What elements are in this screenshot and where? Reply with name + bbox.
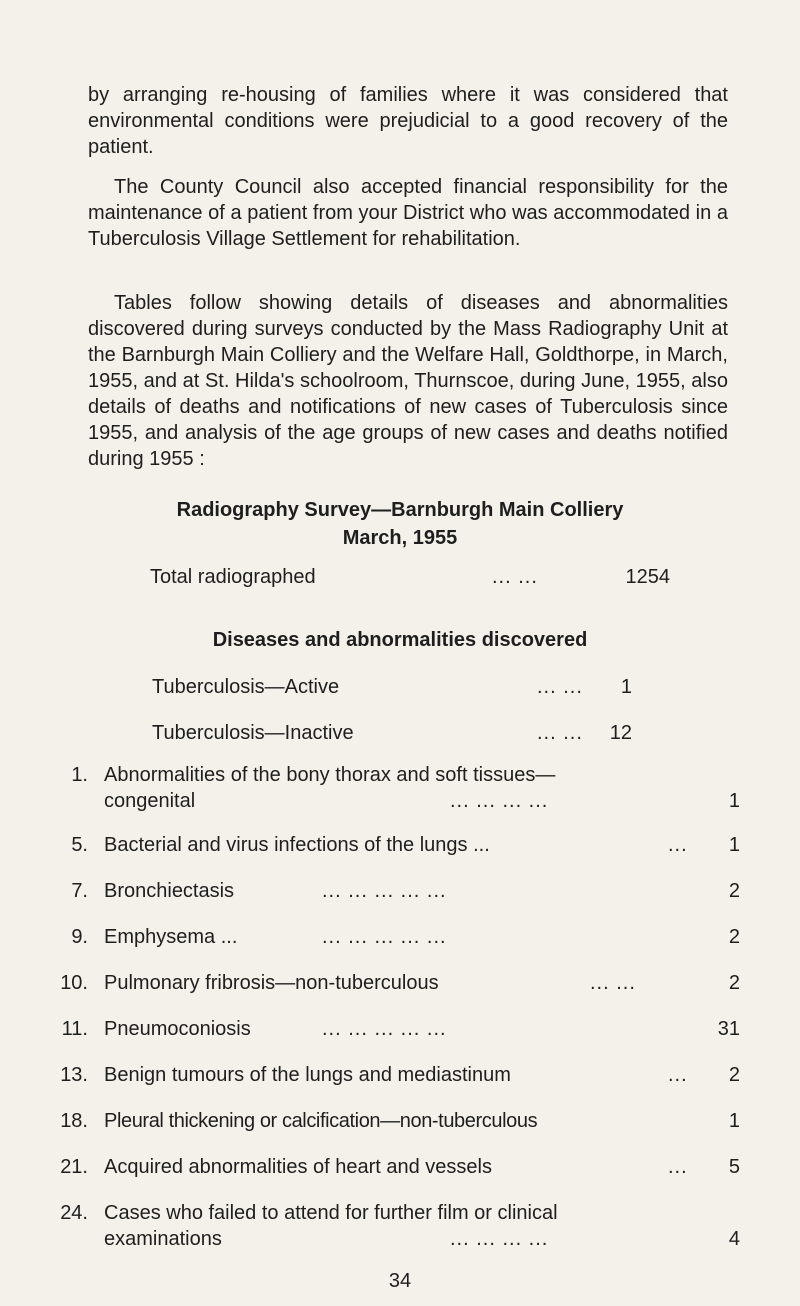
item-number: 18. bbox=[60, 1110, 88, 1132]
item-count: 5 bbox=[728, 1156, 740, 1178]
item-count: 1 bbox=[728, 834, 740, 856]
leader-dots: ... bbox=[668, 1156, 688, 1178]
item-number: 10. bbox=[60, 972, 88, 994]
leader-dots: ... ... bbox=[537, 676, 583, 698]
total-label: Total radiographed bbox=[150, 566, 316, 588]
item-number: 7. bbox=[71, 880, 88, 902]
list-item bbox=[50, 1200, 740, 1252]
item-text: Pulmonary fribrosis—non-tuberculous bbox=[104, 972, 439, 994]
total-value: 1254 bbox=[625, 566, 670, 588]
tb-inactive-value: 12 bbox=[609, 722, 632, 744]
tb-inactive-label: Tuberculosis—Inactive bbox=[152, 722, 354, 744]
paragraph-county-council: The County Council also accepted financial responsibility for the maintenance of a patient from your District who was accommodated in a Tuberculosis Village Settlement for rehabilitation. bbox=[88, 176, 728, 250]
item-text: Pleural thickening or calcification—non-tuberculous bbox=[104, 1110, 538, 1132]
item-text: Bacterial and virus infections of the lungs ... bbox=[104, 834, 490, 856]
item-number: 5. bbox=[71, 834, 88, 856]
leader-dots: ... bbox=[668, 834, 688, 856]
leader-dots: ... ... ... ... bbox=[450, 790, 549, 812]
item-count: 2 bbox=[728, 1064, 740, 1086]
survey-date: March, 1955 bbox=[342, 527, 458, 549]
item-count: 31 bbox=[717, 1018, 740, 1040]
survey-title: Radiography Survey—Barnburgh Main Colliery bbox=[176, 499, 624, 521]
item-text: Abnormalities of the bony thorax and soft tissues—congenital bbox=[104, 764, 556, 812]
item-count: 2 bbox=[728, 880, 740, 902]
item-number: 1. bbox=[71, 764, 88, 786]
tb-active-label: Tuberculosis—Active bbox=[152, 676, 340, 698]
item-text: Benign tumours of the lungs and mediastinum bbox=[104, 1064, 511, 1086]
item-number: 24. bbox=[60, 1202, 88, 1224]
item-number: 13. bbox=[60, 1064, 88, 1086]
item-text: Cases who failed to attend for further film or clinical examinations bbox=[104, 1202, 558, 1250]
tb-active-value: 1 bbox=[620, 676, 632, 698]
list-item bbox=[50, 762, 740, 814]
leader-dots: ... ... ... ... bbox=[450, 1228, 549, 1250]
item-count: 4 bbox=[728, 1228, 740, 1250]
item-number: 9. bbox=[71, 926, 88, 948]
paragraph-rehousing: by arranging re-housing of families where it was considered that environmental conditions were prejudicial to a good recovery of the patient. bbox=[88, 84, 728, 158]
item-text: Acquired abnormalities of heart and vessels bbox=[104, 1156, 492, 1178]
diseases-heading: Diseases and abnormalities discovered bbox=[212, 629, 588, 651]
item-text: Pneumoconiosis bbox=[104, 1018, 251, 1040]
item-number: 21. bbox=[60, 1156, 88, 1178]
page-number: 34 bbox=[388, 1270, 412, 1292]
item-text: Emphysema ... bbox=[104, 926, 238, 948]
item-text: Bronchiectasis bbox=[104, 880, 235, 902]
leader-dots: ... ... bbox=[590, 972, 636, 994]
item-number: 11. bbox=[61, 1018, 88, 1040]
item-count: 1 bbox=[728, 790, 740, 812]
leader-dots: ... ... bbox=[492, 566, 538, 588]
item-count: 1 bbox=[728, 1110, 740, 1132]
leader-dots: ... ... ... ... ... bbox=[322, 880, 447, 902]
leader-dots: ... bbox=[668, 1064, 688, 1086]
item-count: 2 bbox=[728, 972, 740, 994]
leader-dots: ... ... ... ... ... bbox=[322, 926, 447, 948]
paragraph-tables-intro: Tables follow showing details of diseases and abnormalities discovered during surveys conducted by the Mass Radiography Unit at the Barnburgh Main Colliery and the Welfare Hall, Goldthorpe, in March, 1955, and at St. Hilda's schoolroom, Thurnscoe, during June, 1955, also details of deaths and notifications of new cases of Tuberculosis since 1955, and analysis of the age groups of new cases and deaths notified during 1955 : bbox=[88, 292, 728, 470]
leader-dots: ... ... bbox=[537, 722, 583, 744]
leader-dots: ... ... ... ... ... bbox=[322, 1018, 447, 1040]
item-count: 2 bbox=[728, 926, 740, 948]
